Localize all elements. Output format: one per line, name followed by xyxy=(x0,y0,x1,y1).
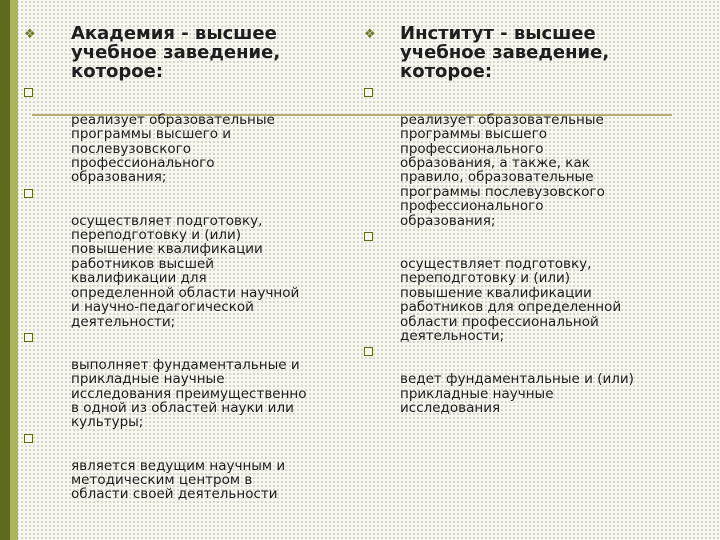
list-item xyxy=(400,84,710,228)
list-item-text: осуществляет подготовку, переподготовку и (или) повышение квалификации работников высшей квалификации для определенной области научной и научно-педагогической деятельности; xyxy=(71,212,300,330)
square-bullet-icon xyxy=(24,434,33,443)
list-item xyxy=(400,228,710,343)
square-bullet-icon xyxy=(24,88,33,97)
list-item xyxy=(71,185,343,329)
list-item-text: ведет фундаментальные и (или) прикладные научные исследования xyxy=(400,371,634,416)
list-item-text: выполняет фундаментальные и прикладные научные исследования преимущественно в одной из областей науки или культуры; xyxy=(71,356,307,431)
institute-heading: Институт - высшее учебное заведение, которое: xyxy=(400,23,610,82)
list-item-text: осуществляет подготовку, переподготовку и (или) повышение квалификации работников для определенной области профессиональной деятельности; xyxy=(400,255,622,344)
diamond-bullet-icon: ❖ xyxy=(24,27,36,42)
left-accent-bar xyxy=(0,0,10,540)
list-item-text: реализует образовательные программы высшего и послевузовского профессионального образования; xyxy=(71,111,275,186)
institute-list xyxy=(400,84,710,415)
left-accent-bar-light xyxy=(10,0,18,540)
academy-list xyxy=(71,84,343,502)
list-item-text: реализует образовательные программы высшего профессионального образования, а также, как правило, образовательные программы послевузовского профессионального образования; xyxy=(400,111,605,229)
list-item-text: является ведущим научным и методическим центром в области своей деятельности xyxy=(71,457,286,503)
square-bullet-icon xyxy=(364,347,373,356)
list-item xyxy=(71,430,343,502)
list-item xyxy=(71,84,343,185)
square-bullet-icon xyxy=(24,333,33,342)
diamond-bullet-icon: ❖ xyxy=(364,27,376,42)
academy-heading: Академия - высшее учебное заведение, которое: xyxy=(71,23,281,82)
list-item xyxy=(71,329,343,430)
list-item xyxy=(400,343,710,415)
square-bullet-icon xyxy=(364,88,373,97)
square-bullet-icon xyxy=(24,189,33,198)
square-bullet-icon xyxy=(364,232,373,241)
